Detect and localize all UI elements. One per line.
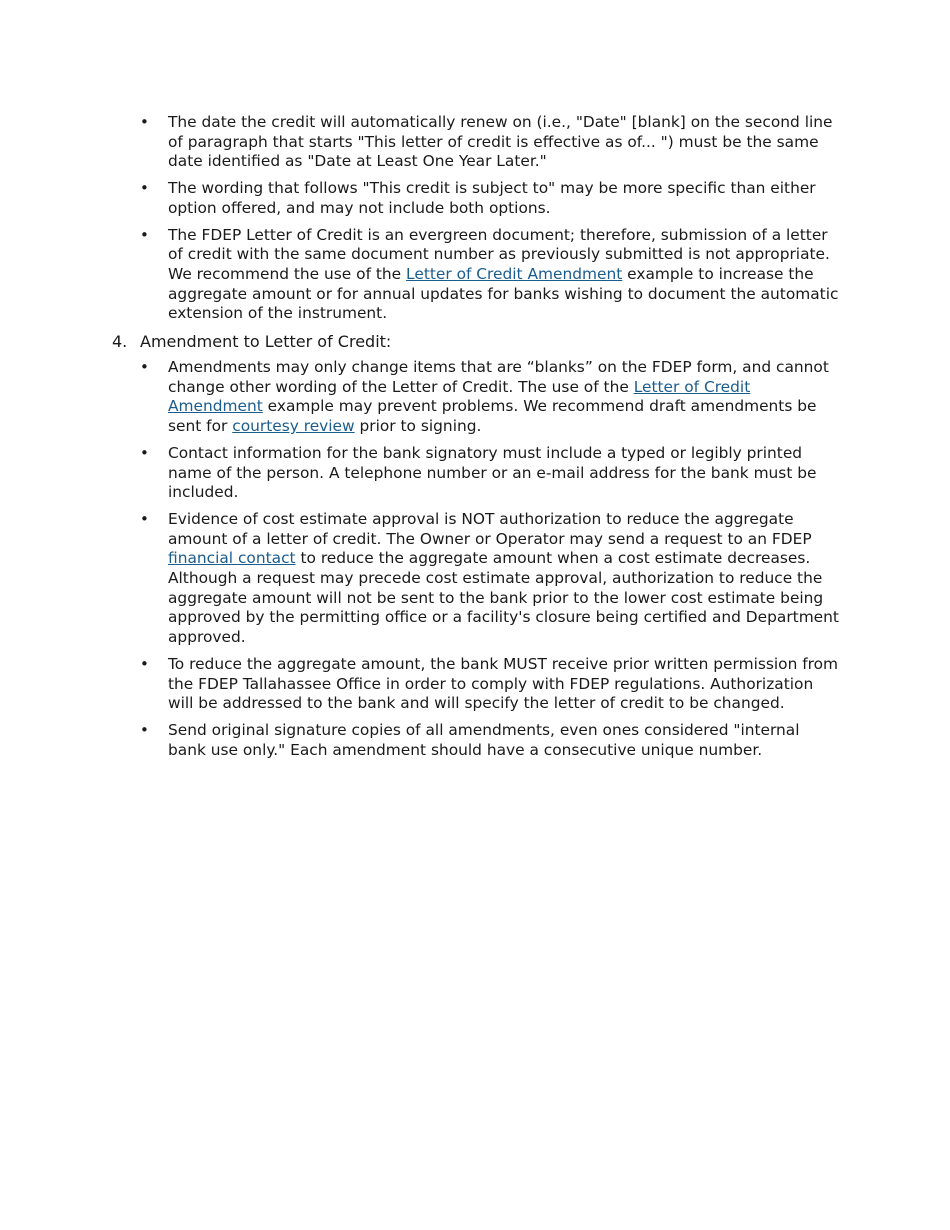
- bullet-icon: •: [140, 443, 149, 462]
- bullet-icon: •: [140, 113, 149, 131]
- section-title: Amendment to Letter of Credit:: [140, 332, 392, 352]
- list-item: [112, 444, 840, 503]
- list-item-text: The date the credit will automatically renew on (i.e., "Date" [blank] on the second line of paragraph that starts "This letter of credit is effective as of... ") must be the same date identified as "Date at Least One Year Later.": [168, 113, 833, 171]
- list-item-text: The FDEP Letter of Credit is an evergreen document; therefore, submission of a letter of credit with the same document number as previously submitted is not appropriate. We recommend the use of the: [168, 225, 830, 283]
- letter-of-credit-amendment-link[interactable]: Letter of Credit Amendment: [406, 264, 623, 283]
- list-item-text: The wording that follows "This credit is subject to" may be more specific than either option offered, and may not include both options.: [168, 179, 816, 217]
- bullet-icon: •: [140, 720, 149, 739]
- list-item: [112, 721, 840, 760]
- list-item: [112, 179, 840, 218]
- bullet-icon: •: [140, 358, 149, 377]
- list-item-text: Amendments may only change items that are “blanks” on the FDEP form, and cannot change other wording of the Letter of Credit. The use of the: [168, 358, 829, 396]
- section-bullet-list: [112, 358, 840, 760]
- section-number: 4.: [112, 332, 128, 352]
- list-item-text: to reduce the aggregate amount when a cost estimate decreases. Although a request may precede cost estimate approval, authorization to reduce the aggregate amount will not be sent to the bank prior to the lower cost estimate being approved by the permitting office or a facility's closure being certified and Department approved.: [168, 549, 839, 647]
- list-item: [112, 113, 840, 172]
- list-item: [112, 226, 840, 325]
- list-item-text: Send original signature copies of all amendments, even ones considered "internal bank use only." Each amendment should have a consecutive unique number.: [168, 720, 800, 759]
- list-item: [112, 510, 840, 648]
- bullet-icon: •: [140, 225, 149, 244]
- list-item: [112, 358, 840, 437]
- bullet-icon: •: [140, 179, 149, 198]
- top-bullet-list: [112, 113, 840, 324]
- list-item-text: example may prevent problems. We recommend draft amendments be sent for: [168, 397, 817, 436]
- list-item-text: prior to signing.: [354, 417, 482, 436]
- list-item-text: To reduce the aggregate amount, the bank MUST receive prior written permission from the FDEP Tallahassee Office in order to comply with FDEP regulations. Authorization will be addressed to the bank and will specify the letter of credit to be changed.: [168, 654, 839, 713]
- section-heading: [112, 331, 840, 353]
- financial-contact-link[interactable]: financial contact: [168, 549, 296, 568]
- list-item-text: Evidence of cost estimate approval is NOT authorization to reduce the aggregate amount of a letter of credit. The Owner or Operator may send a request to an FDEP: [168, 509, 812, 548]
- list-item: [112, 655, 840, 714]
- bullet-icon: •: [140, 654, 149, 673]
- letter-of-credit-amendment-link[interactable]: Letter of Credit Amendment: [168, 377, 751, 416]
- list-item-text: Contact information for the bank signatory must include a typed or legibly printed name of the person. A telephone number or an e-mail address for the bank must be included.: [168, 443, 817, 502]
- courtesy-review-link[interactable]: courtesy review: [232, 417, 355, 436]
- bullet-icon: •: [140, 509, 149, 528]
- list-item-text: example to increase the aggregate amount or for annual updates for banks wishing to document the automatic extension of the instrument.: [168, 264, 839, 323]
